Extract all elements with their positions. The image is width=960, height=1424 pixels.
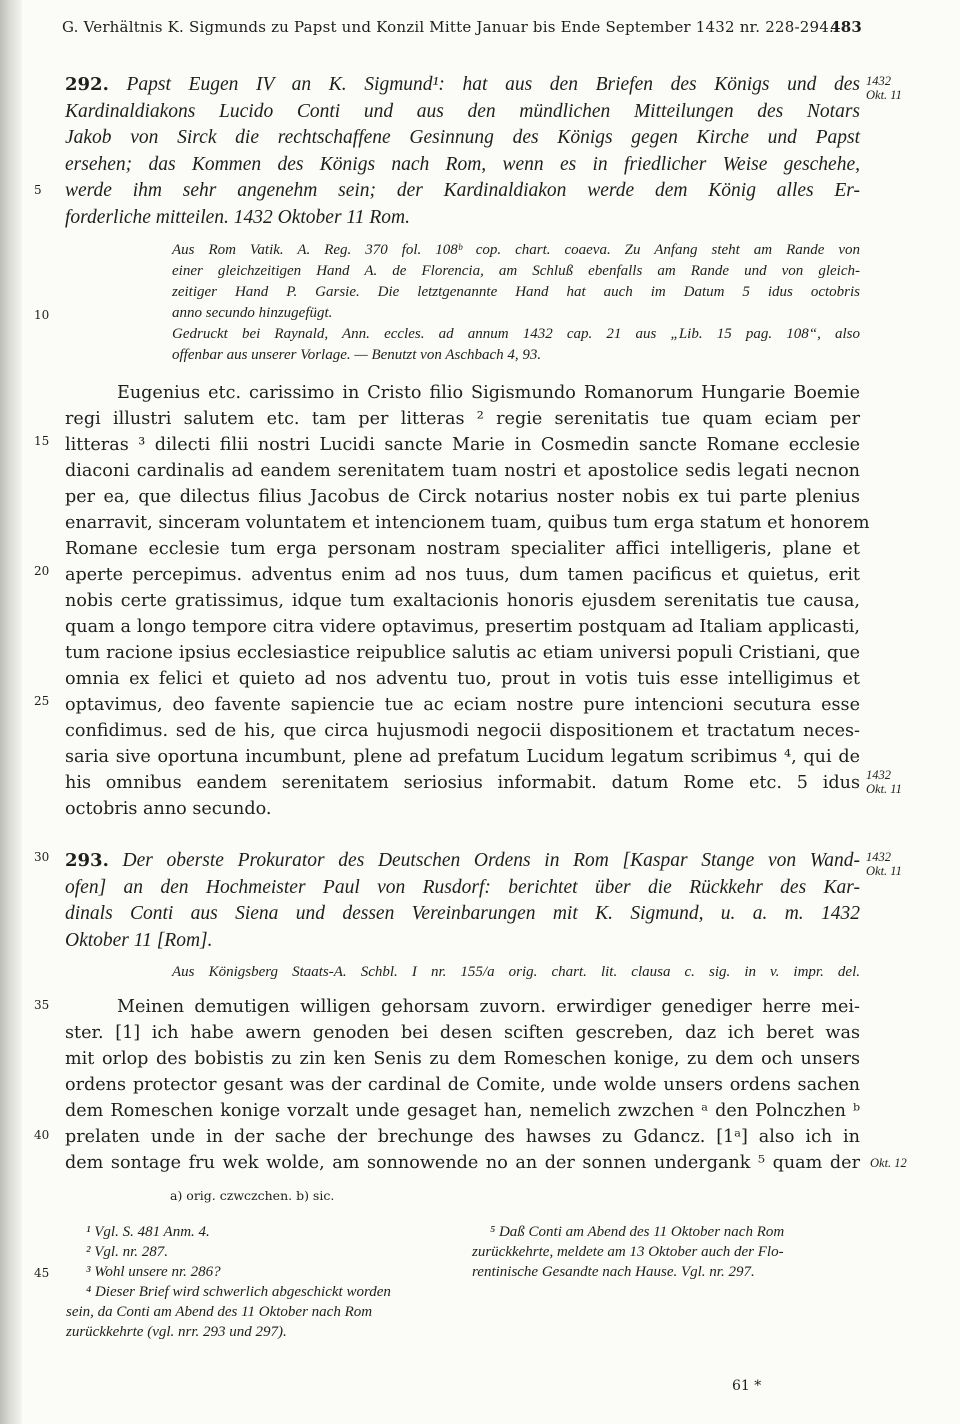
footnote: ⁴ Dieser Brief wird schwerlich abgeschickt worden: [86, 1284, 391, 1300]
doc-number: 293.: [65, 850, 109, 871]
source-line: zeitiger Hand P. Garsie. Die letztgenannte Hand hat auch im Datum 5 idus octobris: [172, 284, 860, 300]
footnotes-right: [472, 1222, 862, 1282]
text-line: octobris anno secundo.: [65, 799, 272, 819]
footnote: sein, da Conti am Abend des 11 Oktober nach Rom: [66, 1304, 373, 1320]
critical-apparatus: a) orig. czwczchen. b) sic.: [170, 1188, 335, 1203]
text-line: diaconi cardinalis ad eandem serenitatem tuam nostri et apostolice sedis legati necnon: [65, 461, 860, 481]
footnote: ¹ Vgl. S. 481 Anm. 4.: [86, 1224, 210, 1240]
text-line: regi illustri salutem etc. tam per litteras ² regie serenitatis tue quam eciam per: [65, 409, 860, 429]
running-header: [62, 18, 862, 36]
doc-293-summary: [65, 848, 860, 954]
footnote: ³ Wohl unsere nr. 286?: [86, 1264, 221, 1280]
summary-line: dinals Conti aus Siena und dessen Vereinbarungen mit K. Sigmund, u. a. m. 1432: [65, 903, 860, 924]
summary-line: Papst Eugen IV an K. Sigmund¹: hat aus den Briefen des Königs und des: [126, 74, 860, 95]
line-number: 20: [34, 564, 50, 578]
line-number: 5: [34, 183, 42, 197]
doc-number: 292.: [65, 74, 109, 95]
margin-date: 1432 Okt. 11: [866, 850, 902, 878]
summary-line: werde ihm sehr angenehm sein; der Kardinaldiakon werde dem König alles Er-: [65, 180, 860, 201]
line-number: 10: [34, 308, 50, 322]
text-line: tum racione ipsius ecclesiastice reipublice salutis ac etiam universi populi Cristiani, que: [65, 643, 860, 663]
doc-292-text: [65, 380, 870, 822]
text-line: ster. [1] ich habe awern genoden bei desen sciften gescreben, daz ich beret was: [65, 1023, 860, 1043]
text-line: confidimus. sed de his, que circa hujusmodi negocii dispositionem et tractatum neces-: [65, 721, 860, 741]
text-line: litteras ³ dilecti filii nostri Lucidi sancte Marie in Cosmedin sancte Romane ecclesie: [65, 435, 860, 455]
line-number: 40: [34, 1128, 50, 1142]
doc-293-source-note: [172, 962, 860, 983]
summary-line: forderliche mitteilen. 1432 Oktober 11 Rom.: [65, 206, 410, 228]
text-line: Eugenius etc. carissimo in Cristo filio Sigismundo Romanorum Hungarie Boemie: [117, 383, 860, 403]
running-title: G. Verhältnis K. Sigmunds zu Papst und Konzil Mitte Januar bis Ende September 1432 nr. 228-294.: [62, 18, 834, 36]
text-line: nobis certe gratissimus, idque tum exaltacionis honoris ejusdem serenitatis tue causa,: [65, 591, 860, 611]
footnote: zurückkehrte, meldete am 13 Oktober auch der Flo-: [472, 1244, 784, 1260]
page-number: 483: [830, 18, 862, 36]
text-line: per ea, que dilectus filius Jacobus de Circk notarius noster nobis ex tui parte plenius: [65, 487, 860, 507]
text-line: quam a longo tempore citra videre optavimus, presertim postquam ad Italiam applicasti,: [65, 617, 860, 637]
book-spine-shadow: [0, 0, 22, 1424]
doc-292-source-note: [172, 240, 860, 366]
margin-date: 1432 Okt. 11: [866, 74, 902, 102]
line-number: 45: [34, 1266, 50, 1280]
summary-line: Kardinaldiakons Lucido Conti und aus den mündlichen Mitteilungen des Notars: [65, 100, 860, 122]
text-line: Meinen demutigen willigen gehorsam zuvorn. erwirdiger genediger herre mei-: [117, 997, 860, 1017]
text-line: dem Romeschen konige vorzalt unde gesaget han, nemelich zwzchen ᵃ den Polnczhen ᵇ: [65, 1101, 860, 1121]
footnote: rentinische Gesandte nach Hause. Vgl. nr. 297.: [472, 1264, 755, 1280]
print-line: Gedruckt bei Raynald, Ann. eccles. ad annum 1432 cap. 21 aus „Lib. 15 pag. 108“, also: [172, 326, 860, 342]
text-line: ordens protector gesant was der cardinal de Comite, unde wolde unsers ordens sachen: [65, 1075, 860, 1095]
summary-line: ersehen; das Kommen des Königs nach Rom, wenn es in friedlicher Weise geschehe,: [65, 153, 860, 175]
margin-date: Okt. 12: [870, 1156, 907, 1170]
footnote: ² Vgl. nr. 287.: [86, 1244, 169, 1260]
source-line: anno secundo hinzugefügt.: [172, 305, 333, 321]
print-line: offenbar aus unserer Vorlage. — Benutzt von Aschbach 4, 93.: [172, 347, 542, 363]
summary-line: ofen] an den Hochmeister Paul von Rusdorf: berichtet über die Rückkehr des Kar-: [65, 876, 860, 898]
source-line: Aus Königsberg Staats-A. Schbl. I nr. 155/a orig. chart. lit. clausa c. sig. in v. impr. del.: [172, 964, 860, 980]
footnote: ⁵ Daß Conti am Abend des 11 Oktober nach Rom: [490, 1224, 785, 1240]
text-line: his omnibus eandem serenitatem seriosius informabit. datum Rome etc. 5 idus: [65, 773, 860, 793]
margin-date: 1432 Okt. 11: [866, 768, 902, 796]
line-number: 35: [34, 998, 50, 1012]
doc-293-text: [65, 994, 860, 1176]
text-line: mit orlop des bobistis zu zin ken Senis zu dem Romeschen konige, zu dem och unsers: [65, 1049, 860, 1069]
summary-line: Jakob von Sirck die rechtschaffene Gesinnung des Königs gegen Kirche und Papst: [65, 127, 860, 148]
text-line: aperte percepimus. adventus enim ad nos tuus, dum tamen pacificus et quietus, erit: [65, 565, 860, 585]
line-number: 15: [34, 434, 50, 448]
text-line: Romane ecclesie tum erga personam nostram specialiter affici intelligeris, plane et: [65, 539, 860, 559]
text-line: saria sive oportuna incumbunt, plene ad prefatum Lucidum legatum scribimus ⁴, qui de: [65, 747, 860, 767]
summary-line: Oktober 11 [Rom].: [65, 929, 213, 951]
text-line: optavimus, deo favente sapiencie tue ac eciam nostre pure intencioni secutura esse: [65, 695, 860, 715]
text-line: enarravit, sinceram voluntatem et intencionem tuam, quibus tum erga statum et honorem: [65, 513, 870, 533]
text-line: dem sontage fru wek wolde, am sonnowende no an der sonnen undergank ⁵ quam der: [65, 1153, 860, 1173]
doc-292-summary: [65, 72, 860, 231]
summary-line: Der oberste Prokurator des Deutschen Ordens in Rom [Kaspar Stange von Wand-: [122, 850, 860, 871]
source-line: einer gleichzeitigen Hand A. de Florencia, am Schluß ebenfalls am Rande und von gleich-: [172, 263, 860, 279]
line-number: 30: [34, 850, 50, 864]
text-line: prelaten unde in der sache der brechunge des hawses zu Gdancz. [1ᵃ] also ich in: [65, 1127, 860, 1147]
footnotes-left: [66, 1222, 456, 1342]
text-line: omnia ex felici et quieto ad nos adventu tuo, prout in votis tuis esse intelligimus et: [65, 669, 860, 689]
source-line: Aus Rom Vatik. A. Reg. 370 fol. 108ᵇ cop. chart. coaeva. Zu Anfang steht am Rande von: [172, 242, 860, 258]
line-number: 25: [34, 694, 50, 708]
signature-mark: 61 *: [732, 1378, 762, 1394]
footnote: zurückkehrte (vgl. nrr. 293 und 297).: [66, 1324, 287, 1340]
